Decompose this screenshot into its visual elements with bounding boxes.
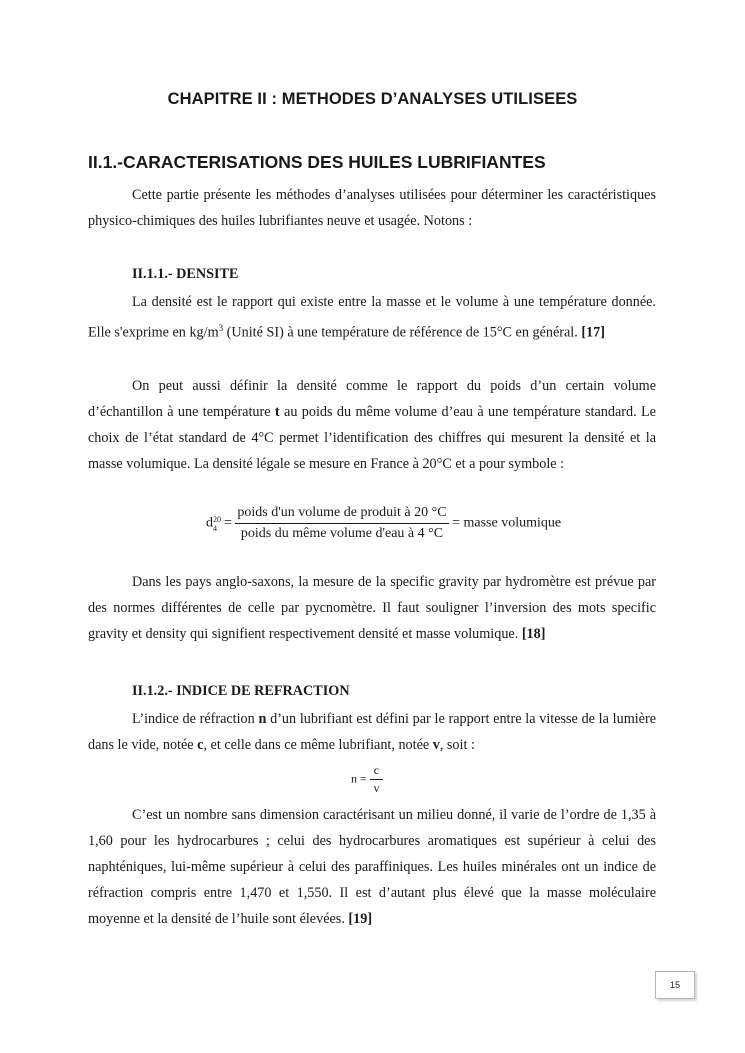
densite-paragraph-3 [88,569,656,647]
chapter-title: CHAPITRE II : METHODES D’ANALYSES UTILISEES [167,90,578,108]
densite-formula [206,505,561,542]
section-title: II.1.-CARACTERISATIONS DES HUILES LUBRIFIANTES [88,152,546,172]
densite-p1-superscript: 3 [218,323,224,333]
formula-v: v [373,781,380,795]
citation-18: [18] [521,626,546,642]
densite-p3-text: Dans les pays anglo-saxons, la mesure de la specific gravity par hydromètre est prévue par des normes différentes de celle par pycnomètre. Il faut souligner l’inversion des mots specific gravity et density qui signifient respectivement densité et masse volumique. [88,574,656,642]
densite-p1-text-b: (Unité SI) à une température de référence de 15°C en général. [223,324,582,341]
densite-paragraph-1 [88,289,656,346]
refraction-p1-end: , soit : [439,737,475,753]
formula-fraction [235,505,448,542]
refraction-paragraph-2 [88,802,656,932]
refraction-n: n [258,711,267,727]
refraction-p2-text: C’est un nombre sans dimension caractérisant un milieu donné, il varie de l’ordre de 1,35 à 1,60 pour les hydrocarbures ; celui des hydrocarbures aromatiques est supérieur à celui des naphténiques, lui-même supérieur à celui des paraffiniques. Les huiles minérales ont un indice de réfraction compris entre 1,470 et 1,550. Il est d’autant plus élevé que la masse moléculaire moyenne et la densité de l’huile sont élevées. [88,807,656,927]
densite-p1-text: La densité est le rapport qui existe entre la masse et le volume à une température donnée. Elle s'exprime en kg/m [88,294,656,341]
refraction-p1-text-c: , et celle dans ce même lubrifiant, notée [203,737,433,753]
formula-c: c [370,763,383,780]
refraction-p1-text: L’indice de réfraction [132,711,259,727]
refraction-v: v [432,737,440,753]
formula-sub: 4 [213,523,217,533]
intro-paragraph: Cette partie présente les méthodes d’analyses utilisées pour déterminer les caractéristiques physico-chimiques des huiles lubrifiantes neuve et usagée. Notons : [88,187,656,229]
densite-heading: II.1.1.- DENSITE [132,266,239,282]
formula-sup: 20 [213,514,221,524]
formula-n-lhs: n = [351,771,367,786]
refraction-heading: II.1.2.- INDICE DE REFRACTION [132,683,350,699]
densite-p2-text: On peut aussi définir la densité comme le rapport du poids d’un certain volume d’échantillon à une température [88,378,656,420]
formula-rhs: = masse volumique [452,515,562,531]
densite-paragraph-2 [88,373,656,477]
densite-p2-text-b: au poids du même volume d’eau à une température standard. Le choix de l’état standard de 4°C permet l’identification des chiffres qui mesurent la densité et la masse volumique. La densité légale se mesure en France à 20°C et a pour symbole : [88,404,656,472]
densite-p2-t: t [274,404,280,420]
refraction-p1-text-b: d’un lubrifiant est défini par le rapport entre la vitesse de la lumière dans le vide, notée [88,711,656,753]
formula-c-over-v [370,763,383,796]
refraction-c: c [197,737,204,753]
refraction-formula [351,763,383,796]
formula-d: d [206,515,213,531]
formula-numerator: poids d'un volume de produit à 20 °C [235,505,448,524]
citation-17: [17] [581,324,605,341]
refraction-paragraph-1 [88,706,656,758]
page-number: 15 [655,971,695,999]
formula-equals: = [224,515,232,531]
formula-denominator: poids du même volume d'eau à 4 °C [240,526,444,541]
citation-19: [19] [348,911,373,927]
